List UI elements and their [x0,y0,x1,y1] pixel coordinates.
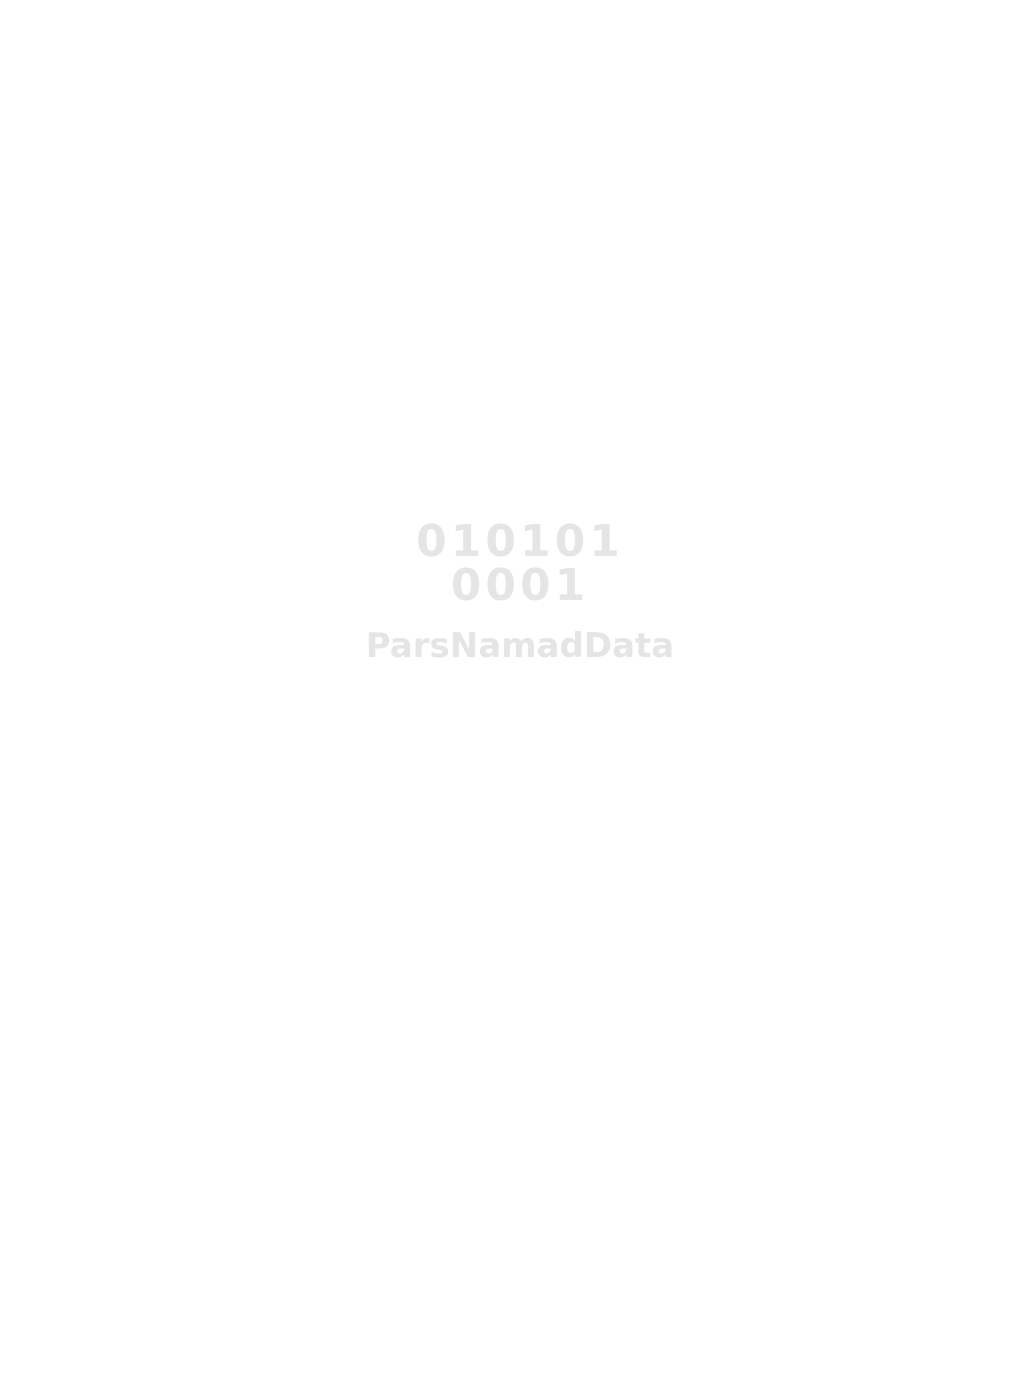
section-c-heading [16,938,1008,959]
restriction-paragraph [16,557,1008,662]
subject-label [16,164,1008,185]
signature-role [16,1282,1008,1310]
section-a-heading [16,276,1008,297]
section-c-body [16,995,1008,1121]
watermark-brand: ParsNamadData [365,626,675,666]
section-b-heading [16,698,1008,719]
watermark-digits-2: 0001 [450,560,590,611]
notice-intro-paragraph [16,24,1008,150]
section-a-body [16,353,1008,521]
section-b-body [16,755,1008,902]
subject-value [16,199,1008,220]
closing-line [16,1177,1008,1198]
watermark-digits-1: 010101 [416,516,624,567]
signature-name [16,1254,1008,1282]
